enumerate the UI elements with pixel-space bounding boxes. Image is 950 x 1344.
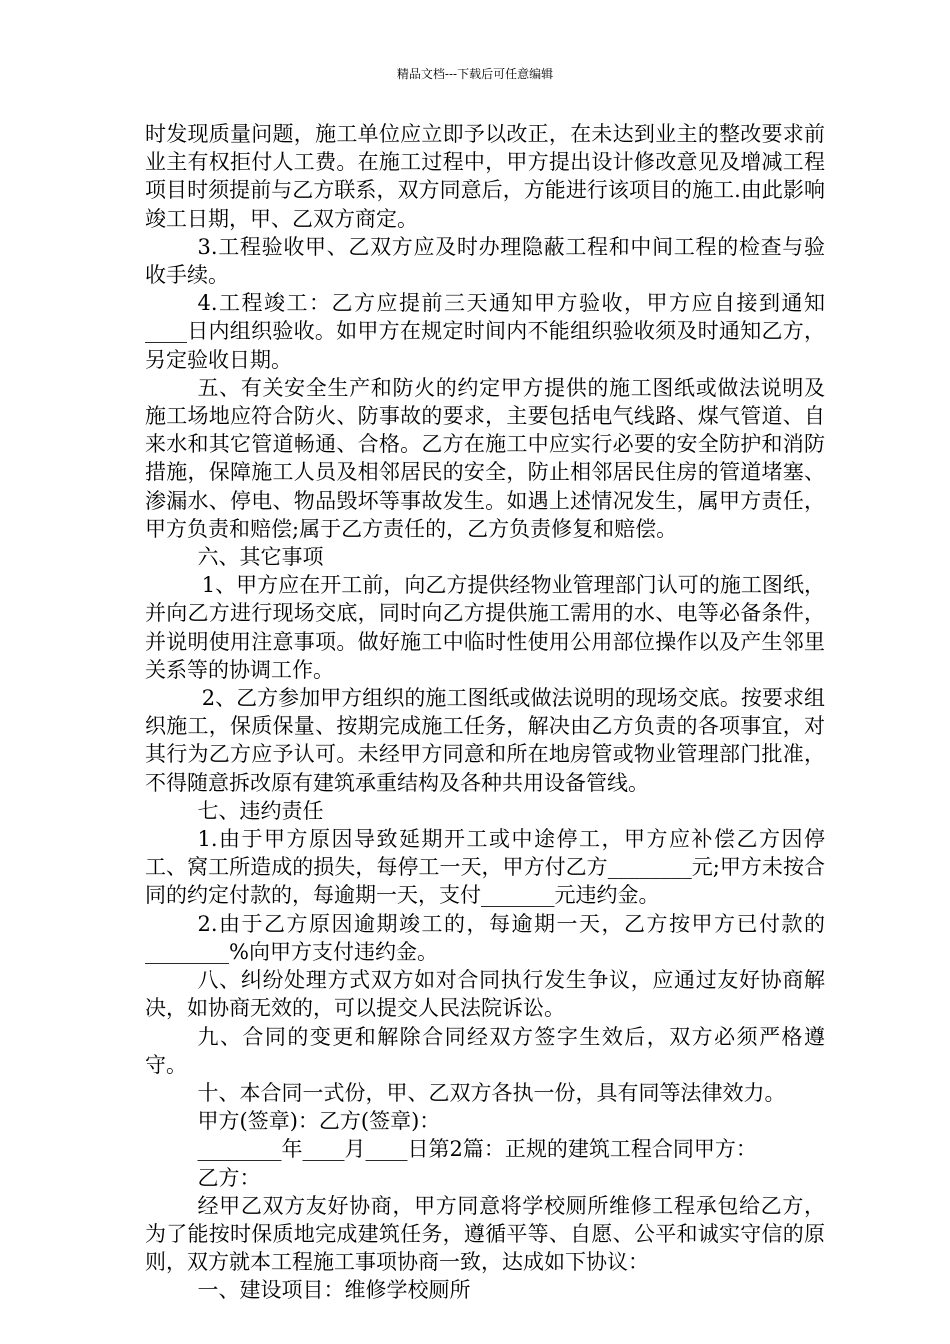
document-body — [145, 120, 825, 1305]
date-line: ________年____月____日第2篇：正规的建筑工程合同甲方： — [197, 1137, 757, 1162]
paragraph-safety: 五、有关安全生产和防火的约定甲方提供的施工图纸或做法说明及施工场地应符合防火、防事故的要求，主要包括电气线路、煤气管道、自来水和其它管道畅通、合格。乙方在施工中应实行必要的安全防护和消防措施，保障施工人员及相邻居民的安全，防止相邻居民住房的管道堵塞、渗漏水、停电、物品毁坏等事故发生。如遇上述情况发生，属甲方责任，甲方负责和赔偿;属于乙方责任的，乙方负责修复和赔偿。 — [145, 375, 825, 541]
paragraph-completion: 4.工程竣工：乙方应提前三天通知甲方验收，甲方应自接到通知____日内组织验收。如甲方在规定时间内不能组织验收须及时通知乙方，另定验收日期。 — [145, 291, 825, 372]
page-header: 精品文档---下载后可任意编辑 — [396, 67, 554, 81]
paragraph-agreement-intro: 经甲乙双方友好协商，甲方同意将学校厕所维修工程承包给乙方，为了能按时保质地完成建筑任务，遵循平等、自愿、公平和诚实守信的原则，双方就本工程施工事项协商一致，达成如下协议： — [145, 1193, 825, 1275]
paragraph-acceptance: 3.工程验收甲、乙双方应及时办理隐蔽工程和中间工程的检查与验收手续。 — [145, 234, 825, 288]
paragraph-liability-a: 1.由于甲方原因导致延期开工或中途停工，甲方应补偿乙方因停工、窝工所造成的损失，每停工一天，甲方付乙方________元;甲方未按合同的约定付款的，每逾期一天，支付_______元违约金。 — [145, 827, 825, 908]
section-heading-liability: 七、违约责任 — [197, 798, 324, 823]
section-heading-other: 六、其它事项 — [197, 545, 324, 570]
paragraph-liability-b: 2.由于乙方原因逾期竣工的，每逾期一天，乙方按甲方已付款的________%向甲方支付违约金。 — [145, 911, 825, 964]
paragraph-amendment: 九、合同的变更和解除合同经双方签字生效后，双方必须严格遵守。 — [145, 1024, 825, 1077]
paragraph-party-b-duties: 2、乙方参加甲方组织的施工图纸或做法说明的现场交底。按要求组织施工，保质保量、按期完成施工任务，解决由乙方负责的各项事宜，对其行为乙方应予认可。未经甲方同意和所在地房管或物业管理部门批准，不得随意拆改原有建筑承重结构及各种共用设备管线。 — [145, 686, 825, 795]
party-b-line: 乙方： — [197, 1165, 261, 1190]
paragraph-disputes: 八、纠纷处理方式双方如对合同执行发生争议，应通过友好协商解决，如协商无效的，可以提交人民法院诉讼。 — [145, 968, 825, 1021]
paragraph-project: 一、建设项目：维修学校厕所 — [197, 1278, 471, 1303]
paragraph-party-a-duties: 1、甲方应在开工前，向乙方提供经物业管理部门认可的施工图纸，并向乙方进行现场交底，同时向乙方提供施工需用的水、电等必备条件，并说明使用注意事项。做好施工中临时性使用公用部位操作以及产生邻里关系等的协调工作。 — [145, 573, 825, 682]
paragraph-quality-issues: 时发现质量问题，施工单位应立即予以改正，在未达到业主的整改要求前业主有权拒付人工费。在施工过程中，甲方提出设计修改意见及增减工程项目时须提前与乙方联系，双方同意后，方能进行该项目的施工.由此影响竣工日期，甲、乙双方商定。 — [145, 122, 825, 231]
signature-line: 甲方(签章)：乙方(签章)： — [197, 1109, 441, 1134]
paragraph-copies: 十、本合同一式份，甲、乙双方各执一份，具有同等法律效力。 — [197, 1080, 786, 1105]
